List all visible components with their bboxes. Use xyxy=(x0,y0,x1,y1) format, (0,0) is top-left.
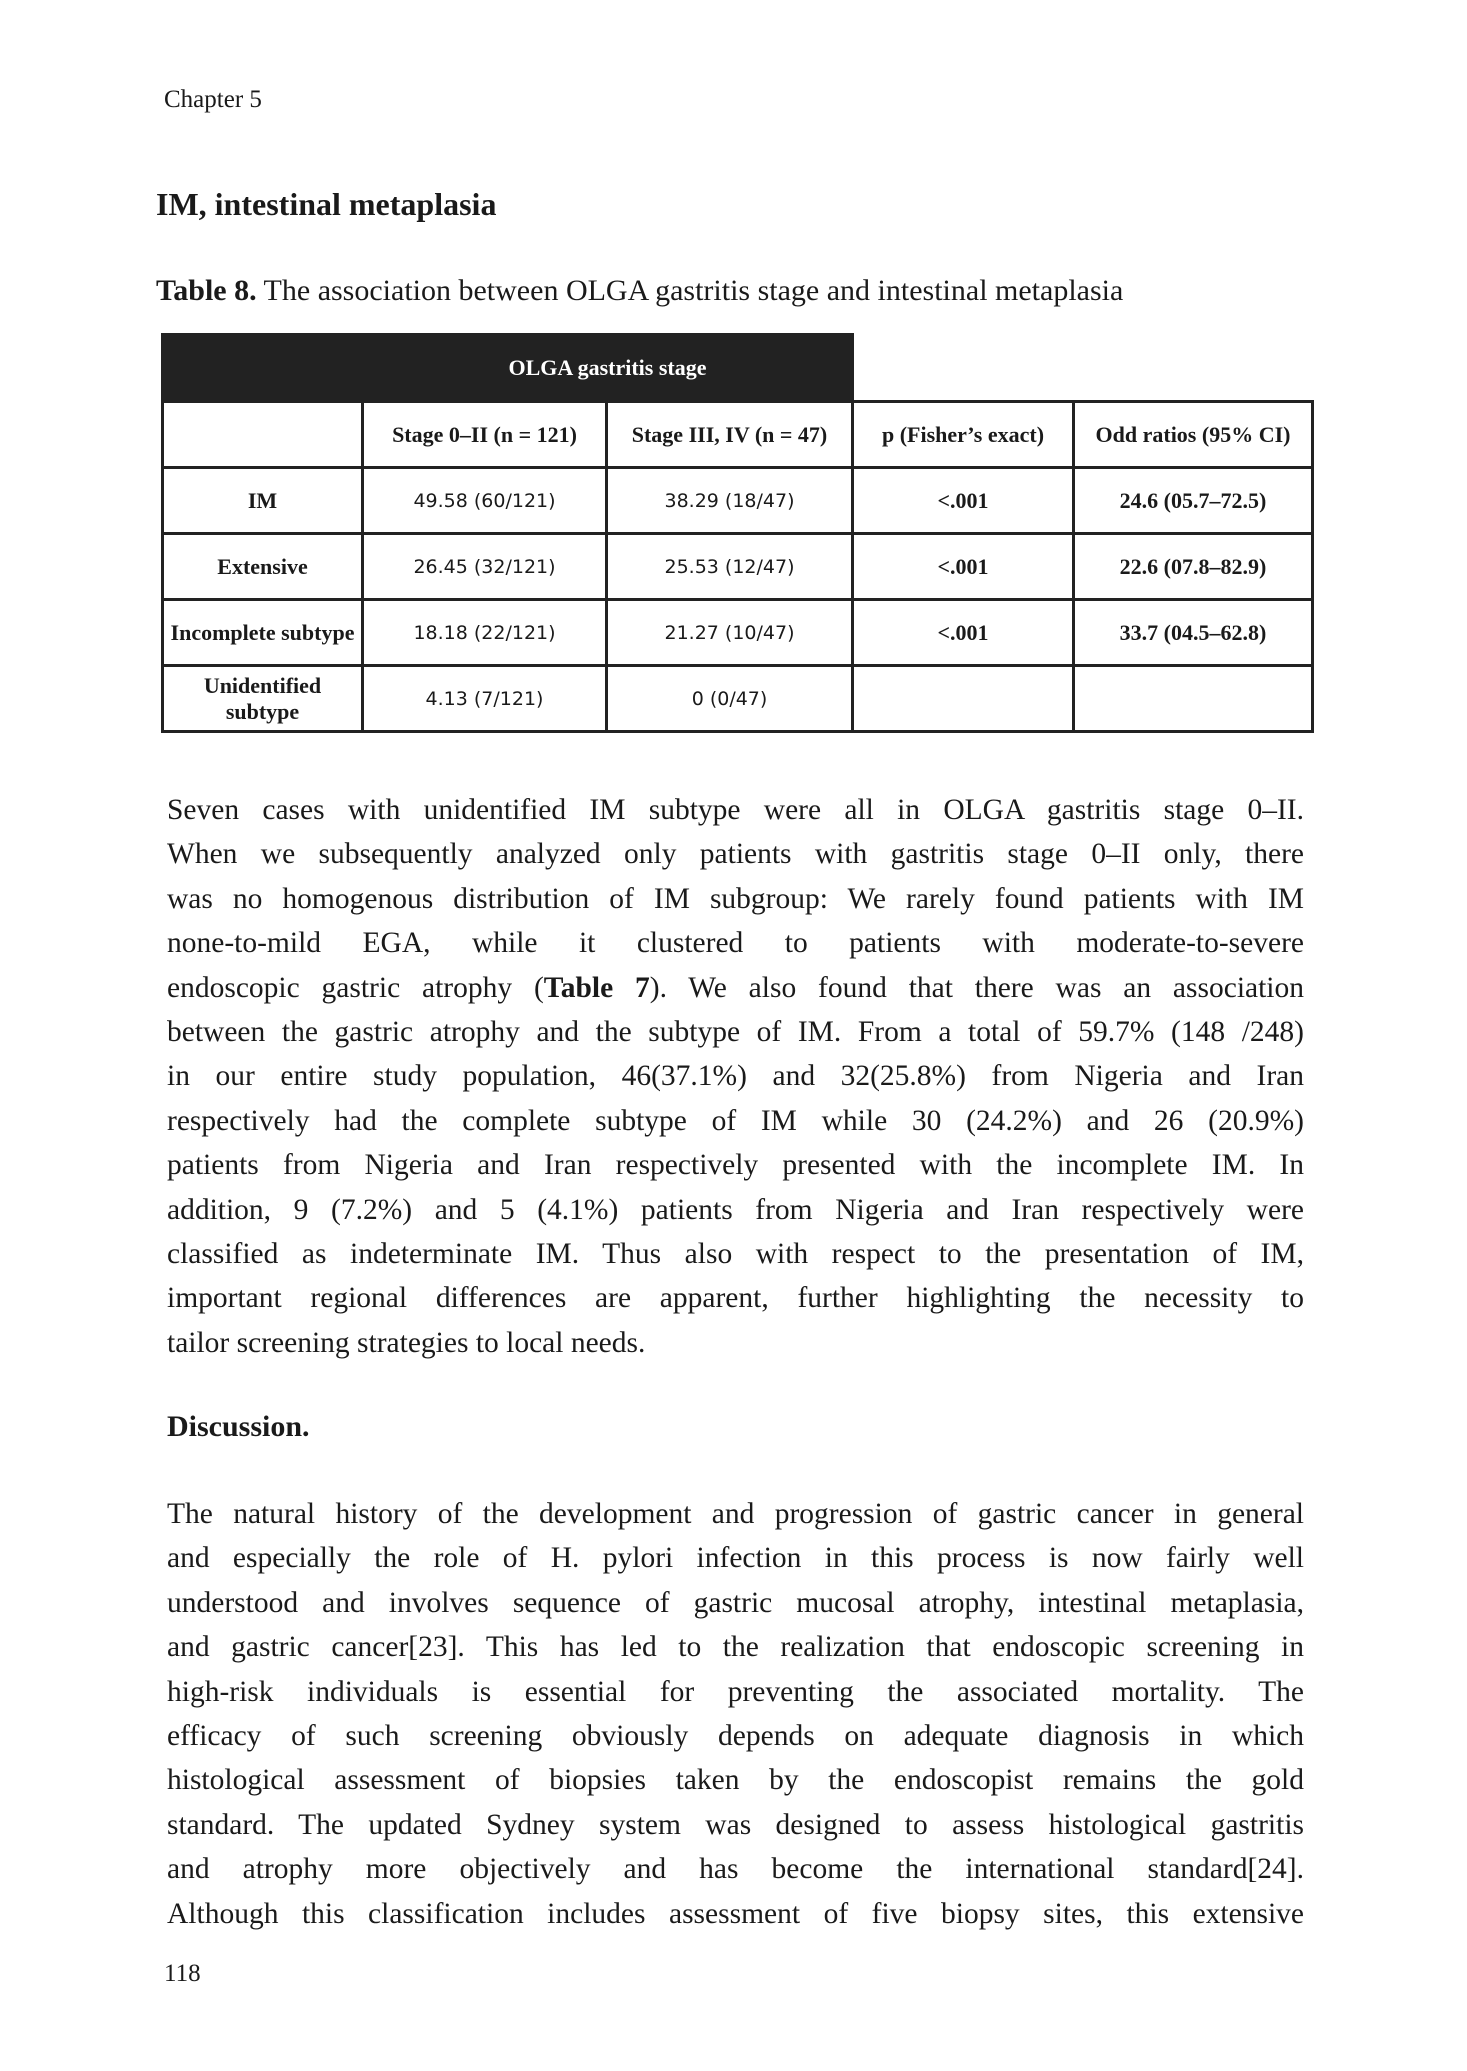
text-line: Seven cases with unidentified IM subtype were all in OLGA gastritis stage 0–II. xyxy=(167,794,1304,826)
table-row xyxy=(163,534,1313,600)
table-row xyxy=(163,666,1313,732)
text-line: patients from Nigeria and Iran respectively presented with the incomplete IM. In xyxy=(167,1149,1304,1182)
text-line: Although this classification includes assessment of five biopsy sites, this extensive xyxy=(167,1897,1304,1930)
table-cell: 18.18 (22/121) xyxy=(363,600,607,666)
row-label: IM xyxy=(163,468,363,534)
table-caption-text: The association between OLGA gastritis stage and intestinal metaplasia xyxy=(256,274,1124,307)
table-caption xyxy=(156,274,1123,308)
table-cell: 33.7 (04.5–62.8) xyxy=(1074,600,1313,666)
text-line: classified as indeterminate IM. Thus also with respect to the presentation of IM, xyxy=(167,1238,1304,1271)
table-row xyxy=(163,600,1313,666)
discussion-paragraph xyxy=(167,1492,1304,1936)
text-line: and especially the role of H. pylori infection in this process is now fairly well xyxy=(167,1542,1304,1575)
text-line: histological assessment of biopsies taken by the endoscopist remains the gold xyxy=(167,1764,1304,1797)
text-line: and gastric cancer[23]. This has led to the realization that endoscopic screening in xyxy=(167,1631,1304,1664)
column-header: Stage 0–II (n = 121) xyxy=(363,402,607,468)
text-line: and atrophy more objectively and has become the international standard[24]. xyxy=(167,1853,1304,1886)
row-label: Unidentified subtype xyxy=(163,666,363,732)
table-cell: 38.29 (18/47) xyxy=(607,468,853,534)
section-heading: IM, intestinal metaplasia xyxy=(156,186,497,222)
text-line: none-to-mild EGA, while it clustered to patients with moderate-to-severe xyxy=(167,927,1304,960)
table-cell: 26.45 (32/121) xyxy=(363,534,607,600)
text-line: understood and involves sequence of gastric mucosal atrophy, intestinal metaplasia, xyxy=(167,1586,1304,1619)
text-line: addition, 9 (7.2%) and 5 (4.1%) patients from Nigeria and Iran respectively were xyxy=(167,1193,1304,1226)
text-line: The natural history of the development and progression of gastric cancer in general xyxy=(167,1498,1304,1530)
group-header: OLGA gastritis stage xyxy=(363,335,853,402)
row-label: Incomplete subtype xyxy=(163,600,363,666)
table-cell: <.001 xyxy=(853,468,1074,534)
column-header: Odd ratios (95% CI) xyxy=(1074,402,1313,468)
text-line: important regional differences are apparent, further highlighting the necessity to xyxy=(167,1282,1304,1315)
text-line: endoscopic gastric atrophy (Table 7). We also found that there was an association xyxy=(167,971,1305,1004)
table-cell: 22.6 (07.8–82.9) xyxy=(1074,534,1313,600)
text-line: efficacy of such screening obviously depends on adequate diagnosis in which xyxy=(167,1720,1304,1753)
olga-im-table xyxy=(161,333,1314,733)
results-paragraph xyxy=(167,788,1304,1365)
table-corner xyxy=(163,335,363,402)
discussion-heading: Discussion. xyxy=(167,1410,310,1443)
text-line: When we subsequently analyzed only patients with gastritis stage 0–II only, there xyxy=(167,838,1304,871)
table-cell: <.001 xyxy=(853,600,1074,666)
table-cell: 24.6 (05.7–72.5) xyxy=(1074,468,1313,534)
text-line: respectively had the complete subtype of IM while 30 (24.2%) and 26 (20.9%) xyxy=(167,1104,1304,1137)
column-header: Stage III, IV (n = 47) xyxy=(607,402,853,468)
table-cell xyxy=(853,666,1074,732)
text-line: standard. The updated Sydney system was designed to assess histological gastritis xyxy=(167,1808,1304,1841)
table-cell: 0 (0/47) xyxy=(607,666,853,732)
table-cell: 4.13 (7/121) xyxy=(363,666,607,732)
page-number: 118 xyxy=(164,1960,201,1987)
column-header xyxy=(163,402,363,468)
table-cell xyxy=(1074,666,1313,732)
text-line: tailor screening strategies to local needs. xyxy=(167,1326,646,1359)
text-line: in our entire study population, 46(37.1%) and 32(25.8%) from Nigeria and Iran xyxy=(167,1060,1304,1093)
running-header: Chapter 5 xyxy=(164,86,262,113)
table-row xyxy=(163,468,1313,534)
table-cell: 49.58 (60/121) xyxy=(363,468,607,534)
row-label: Extensive xyxy=(163,534,363,600)
column-header-row xyxy=(163,402,1313,468)
text-line: was no homogenous distribution of IM subgroup: We rarely found patients with IM xyxy=(167,882,1304,915)
column-header: p (Fisher’s exact) xyxy=(853,402,1074,468)
text-line: between the gastric atrophy and the subtype of IM. From a total of 59.7% (148 /248) xyxy=(167,1016,1304,1049)
table-caption-label: Table 8. xyxy=(156,274,257,307)
table-cell: 21.27 (10/47) xyxy=(607,600,853,666)
table-cell: <.001 xyxy=(853,534,1074,600)
table-cell: 25.53 (12/47) xyxy=(607,534,853,600)
text-line: high-risk individuals is essential for preventing the associated mortality. The xyxy=(167,1675,1304,1708)
